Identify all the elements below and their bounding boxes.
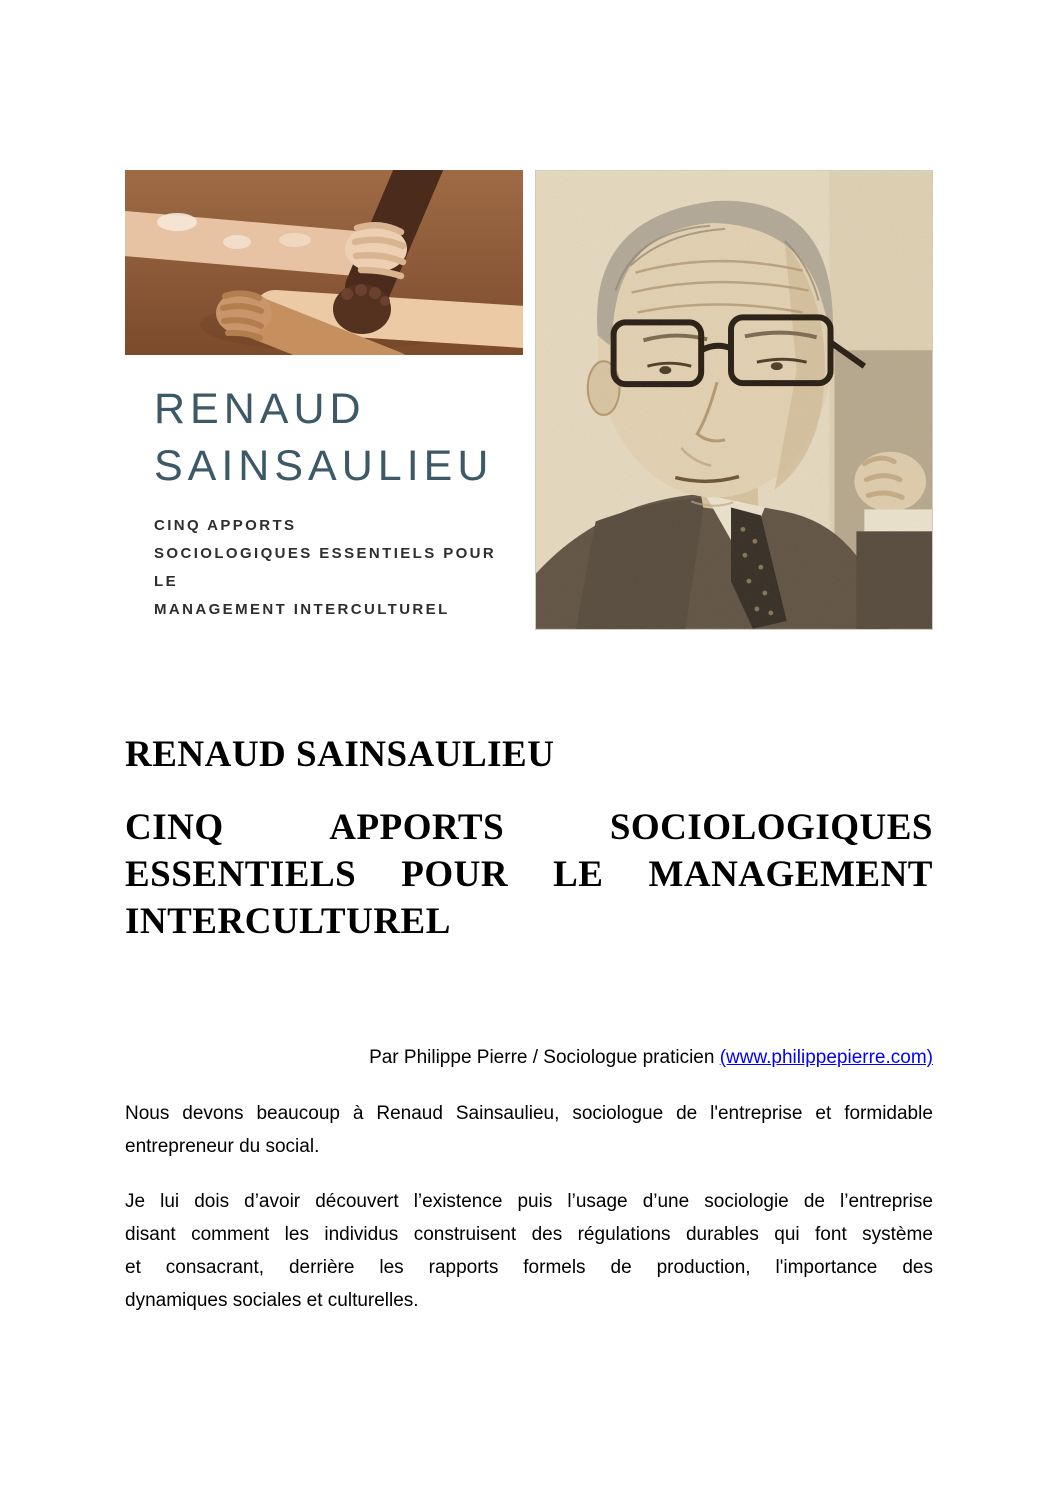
paragraph [125, 1185, 933, 1317]
document-content [125, 0, 933, 1317]
byline [125, 1045, 933, 1071]
logo-wordmark [125, 381, 523, 495]
hands-photo [125, 170, 523, 355]
paragraph-line: et consacrant, derrière les rapports formels de production, l'importance des [125, 1257, 933, 1278]
subtitle-line: CINQ APPORTS SOCIOLOGIQUES [125, 807, 933, 848]
logo-subtitle-line: SOCIOLOGIQUES ESSENTIELS POUR LE [154, 545, 497, 590]
logo-subtitle [125, 512, 523, 624]
subtitle-line: INTERCULTUREL [125, 901, 451, 942]
byline-link[interactable]: (www.philippepierre.com) [719, 1047, 933, 1068]
byline-text: Par Philippe Pierre / Sociologue praticien [369, 1047, 720, 1068]
subtitle-line: ESSENTIELS POUR LE MANAGEMENT [125, 854, 933, 895]
paragraph-line: disant comment les individus construisent des régulations durables qui font système [125, 1224, 933, 1245]
header-images-row [125, 170, 933, 630]
logo-title-line: SAINSAULIEU [154, 442, 494, 490]
logo-title-line: RENAUD [154, 385, 366, 433]
paragraph-line: entrepreneur du social. [125, 1136, 320, 1157]
logo-block [125, 170, 523, 624]
subtitle-heading [125, 804, 933, 945]
paragraph-line: dynamiques sociales et culturelles. [125, 1290, 419, 1311]
logo-subtitle-line: MANAGEMENT INTERCULTUREL [154, 601, 450, 618]
paragraph-line: Nous devons beaucoup à Renaud Sainsaulieu, sociologue de l'entreprise et formidable [125, 1103, 933, 1124]
paragraph [125, 1097, 933, 1163]
paragraph-line: Je lui dois d’avoir découvert l’existence puis l’usage d’une sociologie de l’entreprise [125, 1191, 933, 1212]
portrait-photo [535, 170, 933, 630]
logo-subtitle-line: CINQ APPORTS [154, 517, 297, 534]
page-title: RENAUD SAINSAULIEU [125, 734, 555, 775]
